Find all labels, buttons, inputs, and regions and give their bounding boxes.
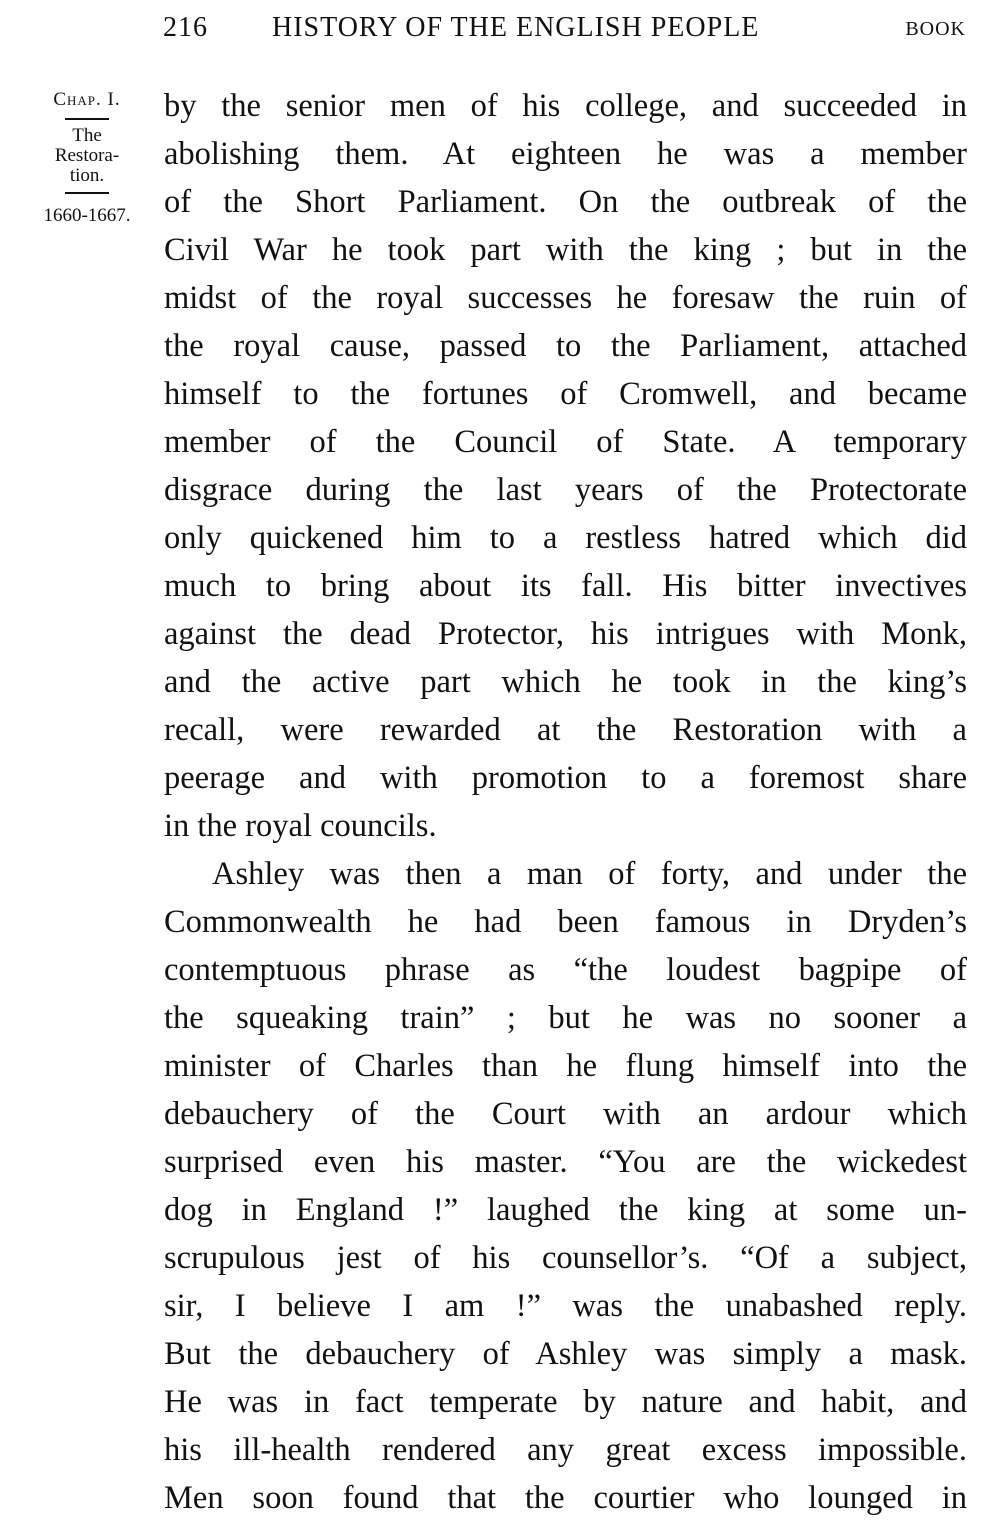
- text-line: disgrace during the last years of the Protectorate: [164, 472, 967, 508]
- running-header: [0, 12, 1000, 52]
- section-title-line-2: Restora-: [54, 145, 120, 166]
- book-label: BOOK: [905, 18, 966, 40]
- text-line: minister of Charles than he flung himself into the: [164, 1048, 967, 1084]
- sidenote-rule-bottom: [65, 192, 109, 194]
- text-line: midst of the royal successes he foresaw the ruin of: [164, 280, 967, 316]
- text-line: abolishing them. At eighteen he was a member: [164, 136, 967, 172]
- text-line: surprised even his master. “You are the wickedest: [164, 1144, 967, 1180]
- text-line: against the dead Protector, his intrigues with Monk,: [164, 616, 967, 652]
- text-line: of the Short Parliament. On the outbreak of the: [164, 184, 967, 220]
- section-title: [24, 126, 150, 186]
- text-line: the squeaking train” ; but he was no sooner a: [164, 1000, 967, 1036]
- running-title: HISTORY OF THE ENGLISH PEOPLE: [272, 12, 760, 43]
- text-line: sir, I believe I am !” was the unabashed reply.: [164, 1288, 967, 1324]
- text-line: But the debauchery of Ashley was simply a mask.: [164, 1336, 967, 1372]
- text-line: in the royal councils.: [164, 808, 437, 844]
- text-line: dog in England !” laughed the king at some un-: [164, 1192, 967, 1228]
- date-range: 1660-1667.: [43, 205, 131, 226]
- page-number: 216: [163, 12, 208, 43]
- margin-sidenote: [24, 90, 150, 226]
- text-line: scrupulous jest of his counsellor’s. “Of a subject,: [164, 1240, 967, 1276]
- text-line: contemptuous phrase as “the loudest bagpipe of: [164, 952, 967, 988]
- section-title-line-3: tion.: [69, 165, 105, 186]
- text-line: peerage and with promotion to a foremost share: [164, 760, 967, 796]
- text-line: Men soon found that the courtier who lounged in: [164, 1480, 967, 1516]
- text-line: Commonwealth he had been famous in Dryden’s: [164, 904, 967, 940]
- body-text: [164, 82, 967, 1522]
- text-line: himself to the fortunes of Cromwell, and became: [164, 376, 967, 412]
- text-line-paragraph-start: Ashley was then a man of forty, and under the: [212, 856, 967, 892]
- text-line: Civil War he took part with the king ; but in the: [164, 232, 967, 268]
- text-line: only quickened him to a restless hatred which did: [164, 520, 967, 556]
- text-line: recall, were rewarded at the Restoration with a: [164, 712, 967, 748]
- section-title-line-1: The: [72, 125, 102, 146]
- chapter-label: Chap. I.: [53, 89, 121, 110]
- text-line: the royal cause, passed to the Parliament, attached: [164, 328, 967, 364]
- text-line: by the senior men of his college, and succeeded in: [164, 88, 967, 124]
- text-line: He was in fact temperate by nature and habit, and: [164, 1384, 967, 1420]
- text-line: debauchery of the Court with an ardour which: [164, 1096, 967, 1132]
- sidenote-rule-top: [65, 118, 109, 120]
- text-line: his ill-health rendered any great excess impossible.: [164, 1432, 967, 1468]
- text-line: much to bring about its fall. His bitter invectives: [164, 568, 967, 604]
- text-line: member of the Council of State. A temporary: [164, 424, 967, 460]
- text-line: and the active part which he took in the king’s: [164, 664, 967, 700]
